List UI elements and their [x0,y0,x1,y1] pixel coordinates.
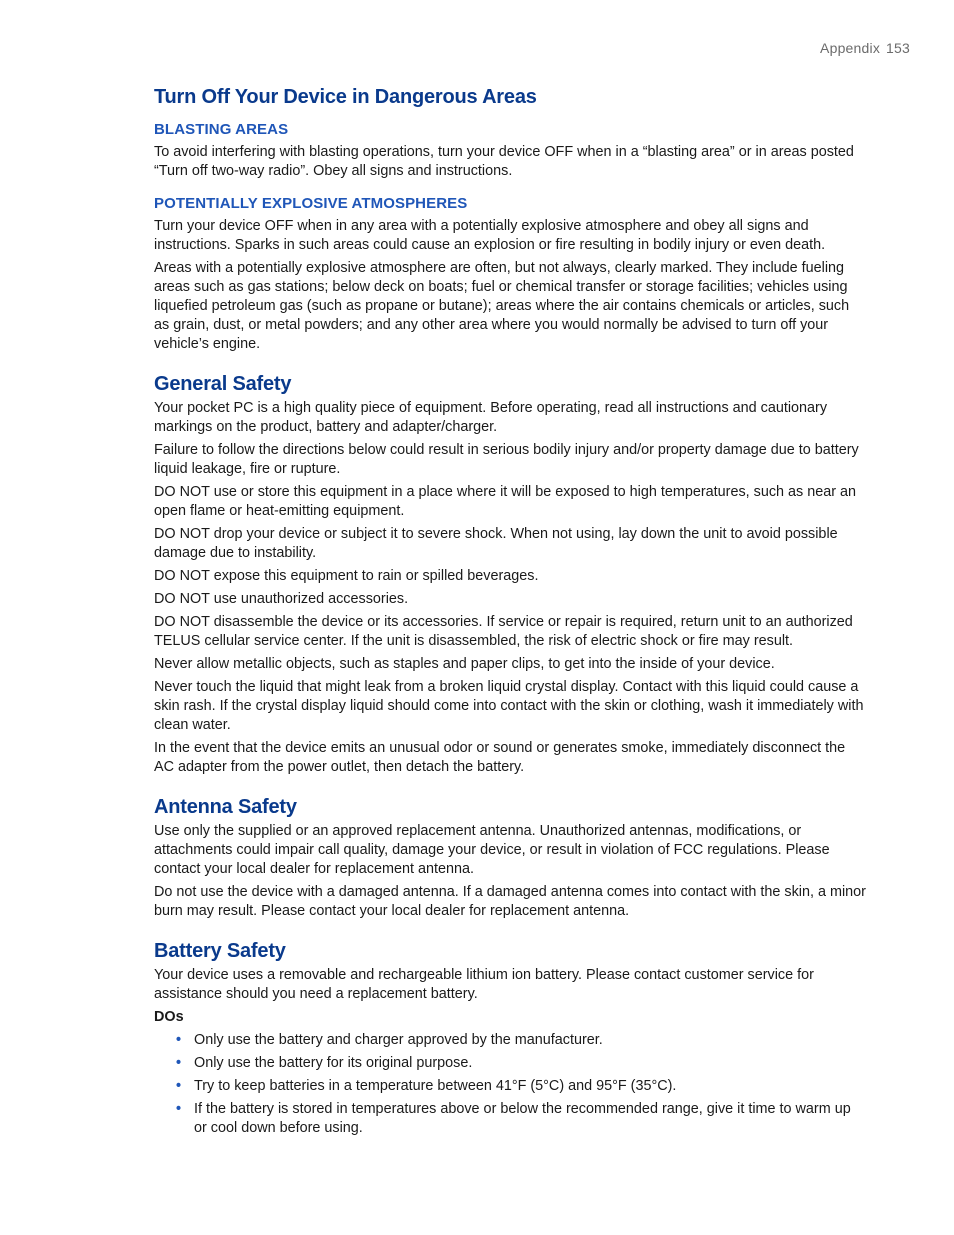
list-item-text: Only use the battery for its original purpose. [194,1055,473,1071]
paragraph-general-3: DO NOT use or store this equipment in a place where it will be exposed to high temperatures, such as near an open flame or heat-emitting equipment. [154,484,857,519]
subheading-blasting-areas: BLASTING AREAS [154,121,289,138]
section-title-dangerous-areas: Turn Off Your Device in Dangerous Areas [154,86,537,108]
paragraph-explosive-2: Areas with a potentially explosive atmosphere are often, but not always, clearly marked. They include fueling areas such as gas stations; below deck on boats; fuel or chemical transfer or storage facilities; vehicles using liquefied petroleum gas (such as propane or butane); areas where the air contains chemicals or articles, such as grain, dust, or metal powders; and any other area where you would normally be advised to turn off your vehicle’s engine. [154,260,850,352]
list-item [176,1077,866,1096]
page-content [154,84,866,1138]
paragraph-antenna-1: Use only the supplied or an approved replacement antenna. Unauthorized antennas, modifications, or attachments could impair call quality, damage your device, or result in violation of FCC regulations. Please contact your local dealer for replacement antenna. [154,823,830,877]
section-title-battery-safety: Battery Safety [154,940,286,962]
list-item-text: Only use the battery and charger approved by the manufacturer. [194,1032,603,1048]
page-header [820,40,910,56]
section-title-general-safety: General Safety [154,373,292,395]
paragraph-general-1: Your pocket PC is a high quality piece of equipment. Before operating, read all instructions and cautionary markings on the product, battery and adapter/charger. [154,400,828,435]
list-item-text: Try to keep batteries in a temperature between 41°F (5°C) and 95°F (35°C). [194,1078,677,1094]
paragraph-general-5: DO NOT expose this equipment to rain or spilled beverages. [154,568,539,584]
paragraph-explosive-1: Turn your device OFF when in any area with a potentially explosive atmosphere and obey all signs and instructions. Sparks in such areas could cause an explosion or fire resulting in bodily injury or even death. [154,218,826,253]
paragraph-general-10: In the event that the device emits an unusual odor or sound or generates smoke, immediately disconnect the AC adapter from the power outlet, then detach the battery. [154,740,846,775]
bullet-icon: • [176,1055,182,1071]
list-item [176,1031,866,1050]
page-number: 153 [886,40,910,56]
bullet-icon: • [176,1101,182,1117]
list-item-text: If the battery is stored in temperatures above or below the recommended range, give it time to warm up or cool down before using. [194,1101,851,1136]
paragraph-blasting: To avoid interfering with blasting operations, turn your device OFF when in a “blasting area” or in areas posted “Turn off two-way radio”. Obey all signs and instructions. [154,144,854,179]
list-item [176,1054,866,1073]
paragraph-general-2: Failure to follow the directions below could result in serious bodily injury and/or property damage due to battery liquid leakage, fire or rupture. [154,442,859,477]
paragraph-battery-intro: Your device uses a removable and rechargeable lithium ion battery. Please contact customer service for assistance should you need a replacement battery. [154,967,814,1002]
paragraph-antenna-2: Do not use the device with a damaged antenna. If a damaged antenna comes into contact with the skin, a minor burn may result. Please contact your local dealer for replacement antenna. [154,884,866,919]
subheading-explosive-atmospheres: POTENTIALLY EXPLOSIVE ATMOSPHERES [154,195,468,212]
paragraph-general-9: Never touch the liquid that might leak from a broken liquid crystal display. Contact with this liquid could cause a skin rash. If the crystal display liquid should come into contact with the skin or clothing, wash it immediately with clean water. [154,679,864,733]
bullet-icon: • [176,1032,182,1048]
paragraph-general-4: DO NOT drop your device or subject it to severe shock. When not using, lay down the unit to avoid possible damage due to instability. [154,526,838,561]
dos-label: DOs [154,1009,184,1025]
running-header-section: Appendix [820,40,881,56]
paragraph-general-7: DO NOT disassemble the device or its accessories. If service or repair is required, return unit to an authorized TELUS cellular service center. If the unit is disassembled, the risk of electric shock or fire may result. [154,614,853,649]
bullet-icon: • [176,1078,182,1094]
paragraph-general-6: DO NOT use unauthorized accessories. [154,591,409,607]
list-item [176,1100,866,1138]
section-title-antenna-safety: Antenna Safety [154,796,297,818]
dos-list [154,1031,866,1138]
paragraph-general-8: Never allow metallic objects, such as staples and paper clips, to get into the inside of your device. [154,656,775,672]
